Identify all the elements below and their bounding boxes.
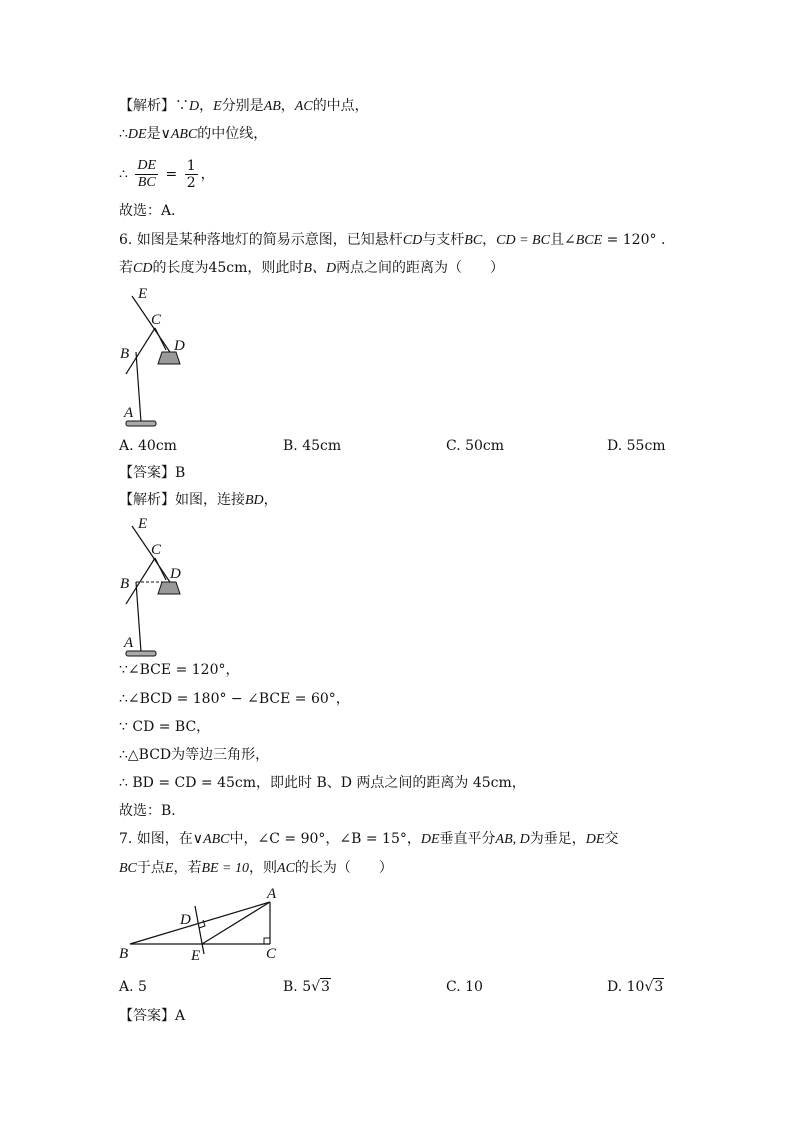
q7-label-C: C: [266, 946, 277, 962]
q5-analysis-line1: 【解析】∵D，E分别是AB，AC的中点，: [119, 98, 369, 114]
q7-answer: 【答案】A: [119, 1008, 186, 1024]
q6-step-6: 故选：B．: [119, 803, 186, 819]
q6-analysis-label-E: E: [138, 516, 148, 532]
q6-option-d: D. 55cm: [607, 438, 666, 454]
q7-label-A: A: [267, 886, 277, 902]
q7-question-line1: 7. 如图，在∨ABC中，∠C = 90°，∠B = 15°，DE垂直平分AB, D为垂足，DE交: [119, 831, 619, 847]
q6-analysis-label-B: B: [120, 576, 130, 592]
q6-lamp-figure: [110, 282, 200, 432]
q6-analysis-label-C: C: [151, 542, 162, 558]
q5-analysis-line3: ∴ $\frac{DE}{BC}$ = $\frac{1}{2}$ ，: [119, 158, 215, 191]
q6-label-E: E: [138, 286, 148, 302]
q6-analysis-label-D: D: [170, 566, 181, 582]
q6-analysis-figure: [110, 512, 200, 662]
q6-analysis-label-A: A: [124, 635, 134, 651]
q6-step-3: ∵ CD = BC，: [119, 719, 211, 735]
fraction-de-bc: $\frac{DE}{BC}$: [137, 158, 157, 190]
q6-label-B: B: [120, 346, 130, 362]
q6-label-D: D: [174, 338, 185, 354]
q7-label-D: D: [180, 912, 191, 928]
q7-question-line2: BC于点E，若BE = 10，则AC的长为（ ）: [119, 860, 393, 876]
q7-option-c: C. 10: [446, 979, 483, 995]
q7-option-b: B. 5√3: [283, 979, 330, 995]
q6-step-2: ∴∠BCD = 180° − ∠BCE = 60°，: [119, 691, 350, 707]
fraction-one-half: $\frac{1}{2}$: [186, 158, 196, 191]
q6-step-4: ∴△BCD为等边三角形，: [119, 747, 270, 763]
q6-answer: 【答案】B: [119, 465, 186, 481]
q6-option-c: C. 50cm: [446, 438, 505, 454]
q6-option-a: A. 40cm: [119, 438, 177, 454]
q7-triangle-figure: [115, 884, 290, 964]
q6-analysis-intro: 【解析】如图，连接BD，: [119, 492, 278, 508]
q5-analysis-line2: ∴DE是∨ABC的中位线，: [119, 126, 268, 142]
q7-label-B: B: [119, 946, 129, 962]
q6-step-5: ∴ BD = CD = 45cm，即此时 B、D 两点之间的距离为 45cm，: [119, 775, 526, 791]
q6-label-A: A: [124, 405, 134, 421]
q5-answer-choice: 故选：A．: [119, 203, 186, 219]
q6-question-line1: 6. 如图是某种落地灯的简易示意图，已知悬杆CD与支杆BC，CD = BC且∠BCE = 120° .: [119, 232, 666, 248]
q7-label-E: E: [191, 948, 201, 964]
q6-label-C: C: [151, 312, 162, 328]
q7-option-d: D. 10√3: [607, 979, 664, 995]
q6-option-b: B. 45cm: [283, 438, 342, 454]
q7-option-a: A. 5: [119, 979, 147, 995]
q6-question-line2: 若CD的长度为45cm，则此时B、D两点之间的距离为（ ）: [119, 260, 505, 276]
q6-step-1: ∵∠BCE = 120°，: [119, 662, 240, 678]
